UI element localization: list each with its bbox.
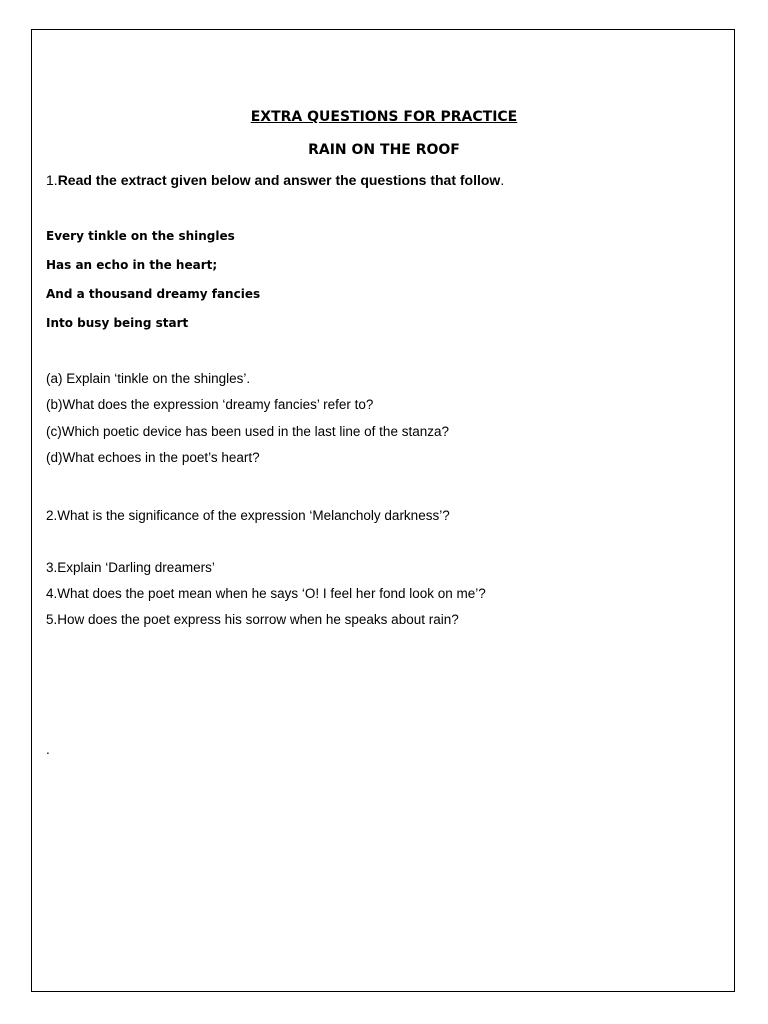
poem-line-2: Has an echo in the heart; (46, 258, 218, 272)
sub-question-d: (d)What echoes in the poet’s heart? (46, 450, 260, 465)
question-4: 4.What does the poet mean when he says ‘O! I feel her fond look on me’? (46, 586, 486, 601)
instruction-line (46, 172, 504, 188)
document-title: EXTRA QUESTIONS FOR PRACTICE (250, 109, 518, 125)
poem-line-1: Every tinkle on the shingles (46, 229, 235, 243)
sub-question-a: (a) Explain ‘tinkle on the shingles’. (46, 371, 251, 386)
poem-line-3: And a thousand dreamy fancies (46, 287, 261, 301)
instruction-number: 1. (46, 172, 58, 188)
sub-question-c: (c)Which poetic device has been used in the last line of the stanza? (46, 424, 449, 439)
trailing-mark: . (46, 742, 50, 757)
sub-question-b: (b)What does the expression ‘dreamy fancies’ refer to? (46, 397, 374, 412)
question-5: 5.How does the poet express his sorrow when he speaks about rain? (46, 612, 459, 627)
instruction-end: . (500, 172, 505, 188)
question-3: 3.Explain ‘Darling dreamers’ (46, 560, 215, 575)
poem-line-4: Into busy being start (46, 316, 189, 330)
instruction-text: Read the extract given below and answer the questions that follow (57, 172, 501, 188)
document-subtitle: RAIN ON THE ROOF (308, 142, 460, 158)
question-2: 2.What is the significance of the expression ‘Melancholy darkness’? (46, 508, 450, 523)
